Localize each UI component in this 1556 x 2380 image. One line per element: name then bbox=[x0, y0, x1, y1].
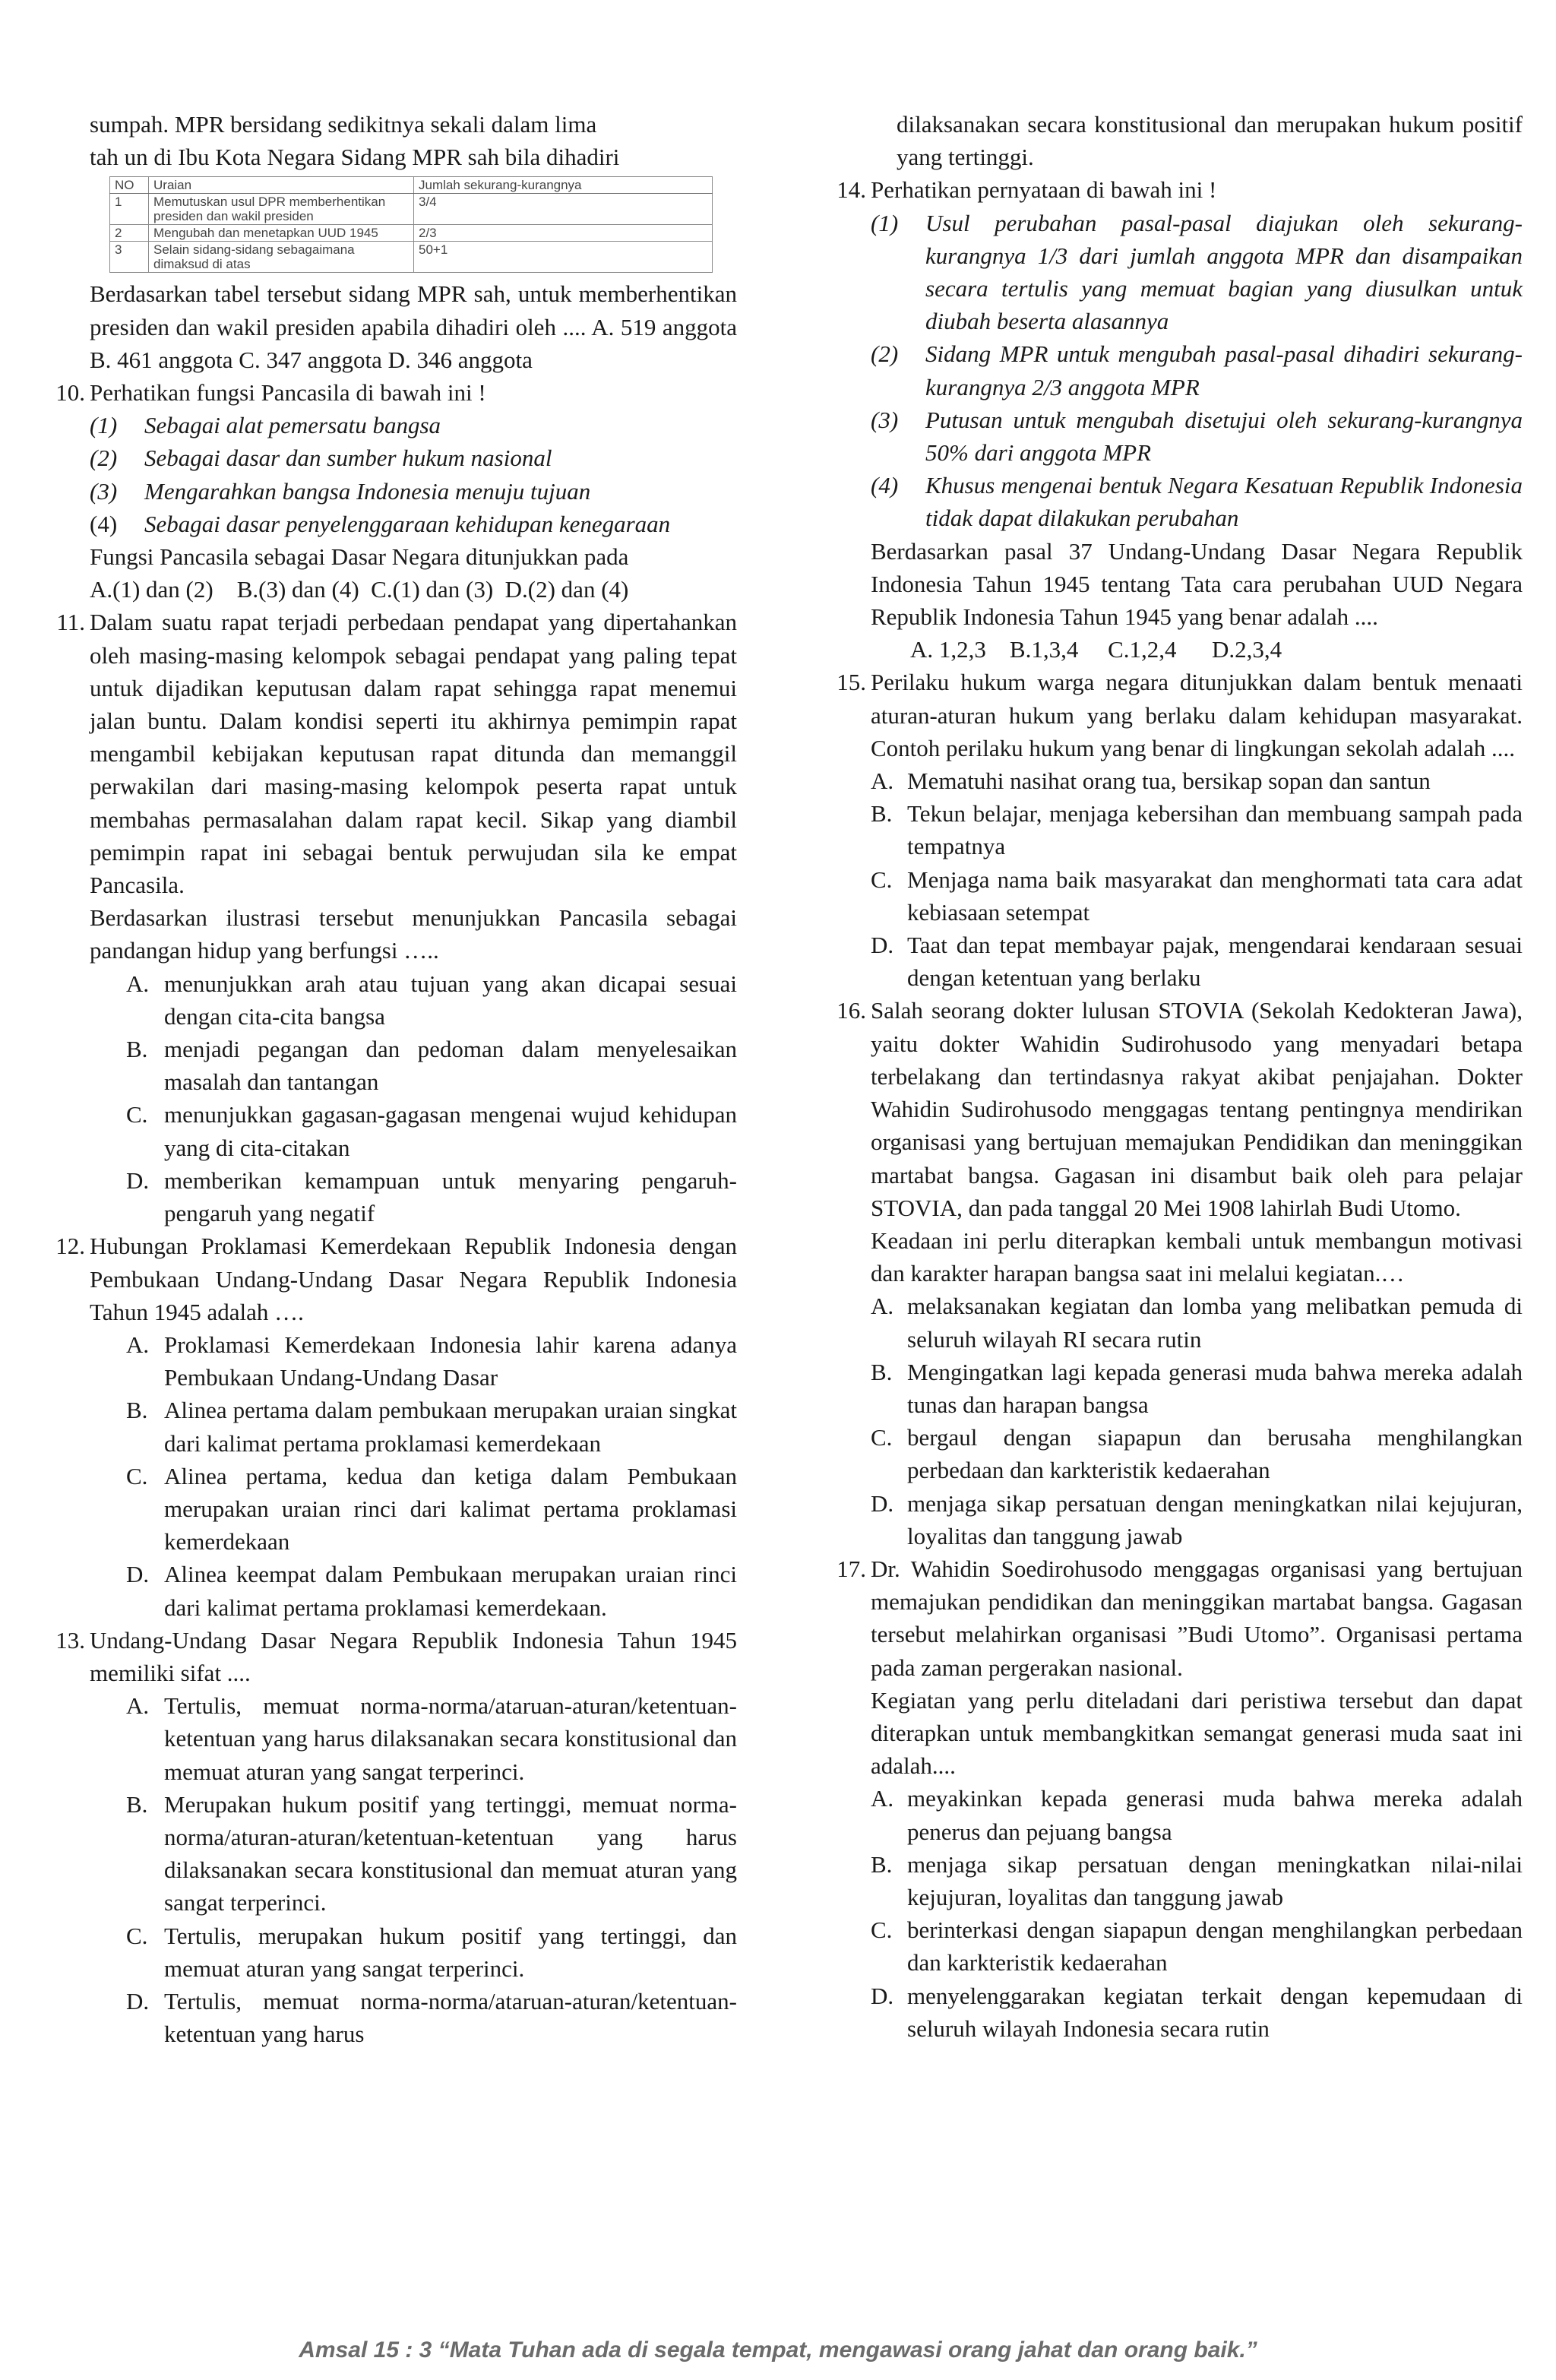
item-text: Sidang MPR untuk mengubah pasal-pasal dihadiri sekurang-kurangnya 2/3 anggota MPR bbox=[925, 340, 1523, 400]
item-text: Usul perubahan pasal-pasal diajukan oleh sekurang-kurangnya 1/3 dari jumlah anggota MPR dan disampaikan secara tertulis yang memuat bagian yang diusulkan untuk diubah beserta alasannya bbox=[925, 209, 1523, 335]
option-text: Mematuhi nasihat orang tua, bersikap sopan dan santun bbox=[907, 767, 1431, 795]
question-number: 17. bbox=[837, 1555, 866, 1582]
option-c bbox=[30, 1098, 737, 1163]
question-number: 11. bbox=[56, 609, 85, 636]
question-14 bbox=[811, 173, 1523, 206]
option-label: B. bbox=[126, 1036, 148, 1063]
question-number: 10. bbox=[55, 379, 85, 407]
item-text: Khusus mengenai bentuk Negara Kesatuan Republik Indonesia tidak dapat dilakukan perubahan bbox=[925, 472, 1523, 532]
answer-choices: A.(1) dan (2) B.(3) dan (4) C.(1) dan (3) D.(2) dan (4) bbox=[90, 576, 629, 603]
option-text: berinterkasi dengan siapapun dengan menghilangkan perbedaan dan karkteristik kedaerahan bbox=[907, 1916, 1523, 1976]
question-stem: Perhatikan fungsi Pancasila di bawah ini ! bbox=[90, 379, 486, 407]
question-13 bbox=[30, 1624, 737, 1689]
question-prompt: Kegiatan yang perlu diteladani dari peristiwa tersebut dan dapat diterapkan untuk membangkitkan semangat generasi muda saat ini adalah.... bbox=[871, 1686, 1523, 1780]
left-column bbox=[30, 108, 737, 2050]
item-label: (2) bbox=[90, 445, 118, 472]
option-d bbox=[811, 1487, 1523, 1552]
item-label: (4) bbox=[871, 472, 899, 499]
question-prompt: Berdasarkan ilustrasi tersebut menunjukkan Pancasila sebagai pandangan hidup yang berfungsi ….. bbox=[90, 904, 737, 964]
item-text: Sebagai dasar dan sumber hukum nasional bbox=[144, 445, 552, 472]
option-text: Tekun belajar, menjaga kebersihan dan membuang sampah pada tempatnya bbox=[907, 800, 1523, 860]
question-stem: Undang-Undang Dasar Negara Republik Indonesia Tahun 1945 memiliki sifat .... bbox=[90, 1626, 737, 1686]
option-text: menyelenggarakan kegiatan terkait dengan kepemudaan di seluruh wilayah Indonesia secara rutin bbox=[907, 1982, 1523, 2042]
q9-text: Berdasarkan tabel tersebut sidang MPR sah, untuk memberhentikan presiden dan wakil presiden apabila dihadiri oleh .... A. 519 anggota B. 461 anggota C. 347 anggota D. 346 anggota bbox=[90, 280, 737, 373]
option-d bbox=[30, 1985, 737, 2050]
option-b bbox=[811, 1848, 1523, 1913]
table-row bbox=[110, 194, 713, 225]
option-label: B. bbox=[126, 1790, 148, 1818]
list-item bbox=[30, 442, 737, 474]
option-c bbox=[30, 1460, 737, 1559]
item-label: (1) bbox=[871, 209, 899, 236]
option-label: B. bbox=[871, 1850, 893, 1878]
option-text: Tertulis, memuat norma-norma/ataruan-aturan/ketentuan-ketentuan yang harus dilaksanakan secara konstitusional dan memuat aturan yang sangat terperinci. bbox=[164, 1692, 737, 1785]
option-c bbox=[811, 1913, 1523, 1979]
table-row bbox=[110, 242, 713, 273]
question-stem: Dr. Wahidin Soedirohusodo menggagas organisasi yang bertujuan memajukan pendidikan dan meninggikan martabat bangsa. Gagasan tersebut melahirkan organisasi ”Budi Utomo”. Organisasi pertama pada zaman pergerakan nasional. bbox=[871, 1555, 1523, 1681]
option-b bbox=[30, 1394, 737, 1459]
option-text: bergaul dengan siapapun dan berusaha menghilangkan perbedaan dan karkteristik kedaerahan bbox=[907, 1424, 1523, 1484]
option-label: C. bbox=[871, 1424, 893, 1451]
list-item bbox=[811, 404, 1523, 469]
question-stem: Perhatikan pernyataan di bawah ini ! bbox=[871, 176, 1217, 204]
option-d bbox=[30, 1164, 737, 1230]
item-label: (1) bbox=[90, 412, 118, 439]
option-text: menjadi pegangan dan pedoman dalam menyelesaikan masalah dan tantangan bbox=[164, 1036, 737, 1096]
question-number: 16. bbox=[837, 997, 866, 1024]
table-cell: 1 bbox=[110, 194, 149, 225]
table-row bbox=[110, 225, 713, 242]
option-a bbox=[811, 764, 1523, 797]
option-label: A. bbox=[871, 1785, 894, 1812]
option-text: menjaga sikap persatuan dengan meningkatkan nilai kejujuran, loyalitas dan tanggung jawab bbox=[907, 1489, 1523, 1549]
answer-choices: A. 1,2,3 B.1,3,4 C.1,2,4 D.2,3,4 bbox=[910, 636, 1282, 663]
item-text: Mengarahkan bangsa Indonesia menuju tujuan bbox=[144, 477, 591, 505]
option-b bbox=[30, 1033, 737, 1098]
option-label: A. bbox=[126, 1692, 150, 1720]
table-cell: Memutuskan usul DPR memberhentikan presiden dan wakil presiden bbox=[149, 194, 414, 225]
option-a bbox=[811, 1290, 1523, 1355]
option-a bbox=[30, 967, 737, 1033]
question-11 bbox=[30, 606, 737, 901]
option-a bbox=[30, 1689, 737, 1788]
intro-line-2: tah un di Ibu Kota Negara Sidang MPR sah bila dihadiri bbox=[90, 144, 620, 171]
option-text: meyakinkan kepada generasi muda bahwa mereka adalah penerus dan pejuang bangsa bbox=[907, 1785, 1523, 1845]
item-label: (2) bbox=[871, 340, 899, 368]
table-header-row bbox=[110, 177, 713, 194]
question-prompt: Berdasarkan pasal 37 Undang-Undang Dasar Negara Republik Indonesia Tahun 1945 tentang Tata cara perubahan UUD Negara Republik Indonesia Tahun 1945 yang benar adalah .... bbox=[871, 537, 1523, 631]
option-label: D. bbox=[871, 1489, 894, 1517]
option-text: Merupakan hukum positif yang tertinggi, memuat norma-norma/aturan-aturan/ketentuan-ketentuan yang harus dilaksanakan secara konstitusional dan memuat aturan yang sangat terperinci. bbox=[164, 1790, 737, 1916]
question-stem: Salah seorang dokter lulusan STOVIA (Sekolah Kedokteran Jawa), yaitu dokter Wahidin Sudirohusodo yang menyadari betapa terbelakang dan tertindasnya rakyat akibat penjajahan. Dokter Wahidin Sudirohusodo menggagas tentang pentingnya mendirikan organisasi yang bertujuan memajukan Pendidikan dan meninggikan martabat bangsa. Gagasan ini disambut baik oleh para pelajar STOVIA, dan pada tanggal 20 Mei 1908 lahirlah Budi Utomo. bbox=[871, 997, 1523, 1221]
item-label: (4) bbox=[90, 510, 118, 537]
option-label: D. bbox=[126, 1166, 150, 1194]
option-text: Tertulis, merupakan hukum positif yang tertinggi, dan memuat aturan yang sangat terperinci. bbox=[164, 1922, 737, 1982]
option-a bbox=[30, 1328, 737, 1394]
option-text: Menjaga nama baik masyarakat dan menghormati tata cara adat kebiasaan setempat bbox=[907, 866, 1523, 926]
option-a bbox=[811, 1782, 1523, 1847]
table-cell: 50+1 bbox=[414, 242, 713, 273]
question-16 bbox=[811, 994, 1523, 1223]
option-label: D. bbox=[126, 1561, 150, 1588]
option-label: D. bbox=[126, 1987, 150, 2014]
option-b bbox=[811, 1356, 1523, 1421]
option-text: Alinea keempat dalam Pembukaan merupakan uraian rinci dari kalimat pertama proklamasi kemerdekaan. bbox=[164, 1561, 737, 1621]
option-text: menunjukkan gagasan-gagasan mengenai wujud kehidupan yang di cita-citakan bbox=[164, 1101, 737, 1161]
option-label: C. bbox=[871, 1916, 893, 1944]
option-d bbox=[30, 1558, 737, 1623]
table-header-jumlah: Jumlah sekurang-kurangnya bbox=[414, 177, 713, 194]
question-number: 13. bbox=[55, 1626, 85, 1654]
list-item bbox=[811, 337, 1523, 403]
option-d bbox=[811, 1980, 1523, 2045]
option-text: menunjukkan arah atau tujuan yang akan dicapai sesuai dengan cita-cita bangsa bbox=[164, 970, 737, 1030]
option-label: B. bbox=[871, 1358, 893, 1385]
option-label: C. bbox=[871, 866, 893, 893]
table-header-uraian: Uraian bbox=[149, 177, 414, 194]
mpr-quorum-table bbox=[109, 176, 713, 273]
q13-continuation: dilaksanakan secara konstitusional dan merupakan hukum positif yang tertinggi. bbox=[897, 111, 1523, 171]
option-label: A. bbox=[871, 1293, 894, 1320]
table-cell: 3/4 bbox=[414, 194, 713, 225]
option-label: D. bbox=[871, 932, 894, 959]
list-item bbox=[811, 207, 1523, 338]
question-17 bbox=[811, 1552, 1523, 1684]
option-c bbox=[811, 863, 1523, 929]
option-d bbox=[811, 929, 1523, 994]
table-cell: 3 bbox=[110, 242, 149, 273]
question-number: 12. bbox=[55, 1233, 85, 1260]
option-text: Alinea pertama, kedua dan ketiga dalam Pembukaan merupakan uraian rinci dari kalimat pertama proklamasi kemerdekaan bbox=[164, 1462, 737, 1556]
right-column bbox=[811, 108, 1523, 2045]
list-item bbox=[30, 508, 737, 540]
option-b bbox=[811, 797, 1523, 862]
option-text: Alinea pertama dalam pembukaan merupakan uraian singkat dari kalimat pertama proklamasi kemerdekaan bbox=[164, 1397, 737, 1457]
option-label: A. bbox=[126, 970, 150, 997]
item-label: (3) bbox=[871, 406, 899, 433]
table-header-no: NO bbox=[110, 177, 149, 194]
option-label: A. bbox=[871, 767, 894, 795]
table-cell: Selain sidang-sidang sebagaimana dimaksud di atas bbox=[149, 242, 414, 273]
option-label: D. bbox=[871, 1982, 894, 2009]
question-number: 14. bbox=[837, 176, 866, 204]
question-number: 15. bbox=[837, 669, 866, 696]
intro-line-1: sumpah. MPR bersidang sedikitnya sekali dalam lima bbox=[90, 111, 597, 138]
footer-verse: Amsal 15 : 3 “Mata Tuhan ada di segala tempat, mengawasi orang jahat dan orang baik.” bbox=[299, 2337, 1257, 2363]
list-item bbox=[30, 475, 737, 508]
question-stem: Dalam suatu rapat terjadi perbedaan pendapat yang dipertahankan oleh masing-masing kelompok sebagai pendapat yang paling tepat untuk dijadikan keputusan dalam rapat sehingga rapat menemui jalan buntu. Dalam kondisi seperti itu akhirnya pemimpin rapat mengambil kebijakan keputusan rapat ditunda dan memanggil perwakilan dari masing-masing kelompok peserta rapat untuk membahas permasalahan dalam rapat kecil. Sikap yang diambil pemimpin rapat ini sebagai bentuk perwujudan sila ke empat Pancasila. bbox=[90, 609, 737, 899]
option-text: Proklamasi Kemerdekaan Indonesia lahir karena adanya Pembukaan Undang-Undang Dasar bbox=[164, 1331, 737, 1391]
item-text: Sebagai alat pemersatu bangsa bbox=[144, 412, 441, 439]
question-stem: Hubungan Proklamasi Kemerdekaan Republik Indonesia dengan Pembukaan Undang-Undang Dasar Negara Republik Indonesia Tahun 1945 adalah …. bbox=[90, 1233, 737, 1325]
option-text: Taat dan tepat membayar pajak, mengendarai kendaraan sesuai dengan ketentuan yang berlaku bbox=[907, 932, 1523, 992]
item-text: Putusan untuk mengubah disetujui oleh sekurang-kurangnya 50% dari anggota MPR bbox=[925, 406, 1523, 467]
option-label: B. bbox=[871, 800, 893, 828]
item-label: (3) bbox=[90, 477, 118, 505]
option-label: C. bbox=[126, 1922, 148, 1949]
question-prompt: Fungsi Pancasila sebagai Dasar Negara ditunjukkan pada bbox=[90, 543, 629, 571]
option-c bbox=[30, 1920, 737, 1985]
option-b bbox=[30, 1788, 737, 1920]
table-cell: 2 bbox=[110, 225, 149, 242]
table-cell: 2/3 bbox=[414, 225, 713, 242]
item-text: Sebagai dasar penyelenggaraan kehidupan kenegaraan bbox=[144, 510, 671, 537]
list-item bbox=[30, 409, 737, 442]
option-text: Tertulis, memuat norma-norma/ataruan-aturan/ketentuan-ketentuan yang harus bbox=[164, 1987, 737, 2048]
option-label: A. bbox=[126, 1331, 150, 1358]
table-cell: Mengubah dan menetapkan UUD 1945 bbox=[149, 225, 414, 242]
option-label: C. bbox=[126, 1101, 148, 1128]
question-15 bbox=[811, 666, 1523, 764]
option-text: Mengingatkan lagi kepada generasi muda bahwa mereka adalah tunas dan harapan bangsa bbox=[907, 1358, 1523, 1418]
question-12 bbox=[30, 1230, 737, 1328]
question-stem: Perilaku hukum warga negara ditunjukkan dalam bentuk menaati aturan-aturan hukum yang berlaku dalam kehidupan masyarakat. Contoh perilaku hukum yang benar di lingkungan sekolah adalah .... bbox=[871, 669, 1523, 761]
question-prompt: Keadaan ini perlu diterapkan kembali untuk membangun motivasi dan karakter harapan bangsa saat ini melalui kegiatan.… bbox=[871, 1226, 1523, 1287]
option-text: menjaga sikap persatuan dengan meningkatkan nilai-nilai kejujuran, loyalitas dan tanggung jawab bbox=[907, 1850, 1523, 1910]
option-label: C. bbox=[126, 1462, 148, 1489]
list-item bbox=[811, 469, 1523, 534]
option-text: melaksanakan kegiatan dan lomba yang melibatkan pemuda di seluruh wilayah RI secara rutin bbox=[907, 1293, 1523, 1353]
option-text: memberikan kemampuan untuk menyaring pengaruh-pengaruh yang negatif bbox=[164, 1166, 737, 1227]
option-c bbox=[811, 1421, 1523, 1486]
option-label: B. bbox=[126, 1397, 148, 1424]
question-10 bbox=[30, 376, 737, 409]
